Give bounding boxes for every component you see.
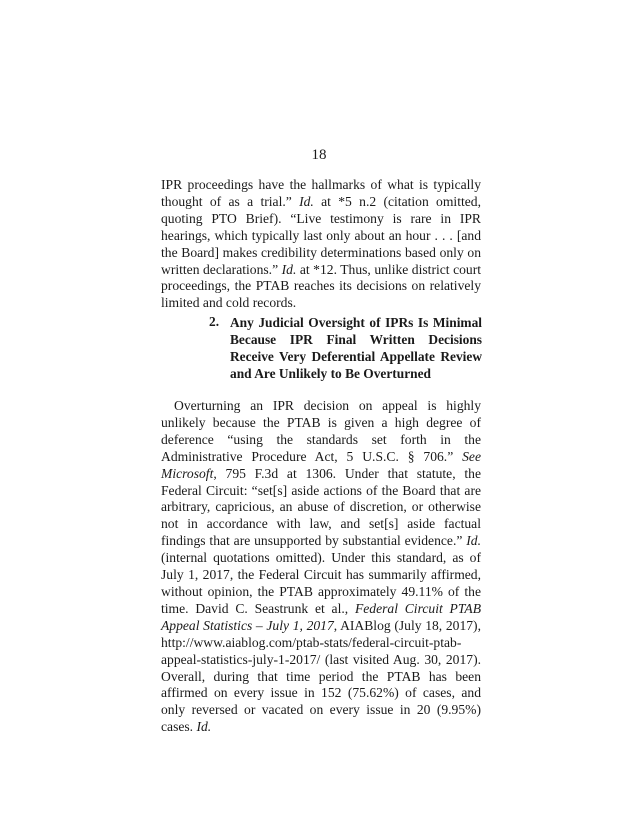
paragraph-1-text-a: IPR proceedings have the hallmarks of what is typically thought of as a trial.” <box>161 177 481 209</box>
paragraph-2-id-cite-a: Id. <box>466 533 481 549</box>
paragraph-2-text-a: Overturning an IPR decision on appeal is highly unlikely because the PTAB is given a high degree of deference “using the standards set forth in the Administrative Procedure Act, 5 U.S.C. § 706.” <box>161 398 481 464</box>
paragraph-2-text-b: , 795 F.3d at 1306. Under that statute, the Federal Circuit: “set[s] aside actions of the Board that are arbitrary, capricious, an abuse of discretion, or otherwise not in accordance with law, and set[s] aside factual findings that are unsupported by substantial evidence.” <box>161 465 481 549</box>
paragraph-1-id-cite-b: Id. <box>281 261 297 277</box>
paragraph-2-see-cite: See Microsoft <box>161 448 481 481</box>
section-heading: Any Judicial Oversight of IPRs Is Minimal Because IPR Final Written Decisions Receive Very Deferential Appellate Review and Are Unlikely to Be Overturned <box>230 315 482 381</box>
paragraph-1-text-c: at *12. Thus, unlike district court proceedings, the PTAB reaches its decisions on relatively limited and cold records. <box>161 261 481 311</box>
section-heading-number: 2. <box>209 314 220 329</box>
page-number: 18 <box>311 147 327 163</box>
paragraph-1 <box>161 177 481 312</box>
paragraph-2-text-c: (internal quotations omitted). Under this standard, as of July 1, 2017, the Federal Circuit has summarily affirmed, without opinion, the PTAB approximately 49.11% of the time. David C. Seastrunk et al., <box>161 550 481 616</box>
paragraph-1-text-b: at *5 n.2 (citation omitted, quoting PTO Brief). “Live testimony is rare in IPR hearings, which typically last only about an hour . . . [and the Board] makes credibility determinations based only on written declarations.” <box>161 193 481 277</box>
paragraph-2-text-d: , AIABlog (July 18, 2017), http://www.aiablog.com/ptab-stats/federal-circuit-ptab-appeal-statistics-july-1-2017/ (last visited Aug. 30, 2017). Overall, during that time period the PTAB has been affirmed on every issue in 152 (75.62%) of cases, and only reversed or vacated on every issue in 20 (9.95%) cases. <box>161 617 481 735</box>
paragraph-2-article-title: Federal Circuit PTAB Appeal Statistics – July 1, 2017 <box>161 600 481 633</box>
paragraph-1-id-cite-a: Id. <box>299 193 314 209</box>
paragraph-2 <box>161 398 481 736</box>
paragraph-2-id-cite-b: Id. <box>196 719 212 735</box>
